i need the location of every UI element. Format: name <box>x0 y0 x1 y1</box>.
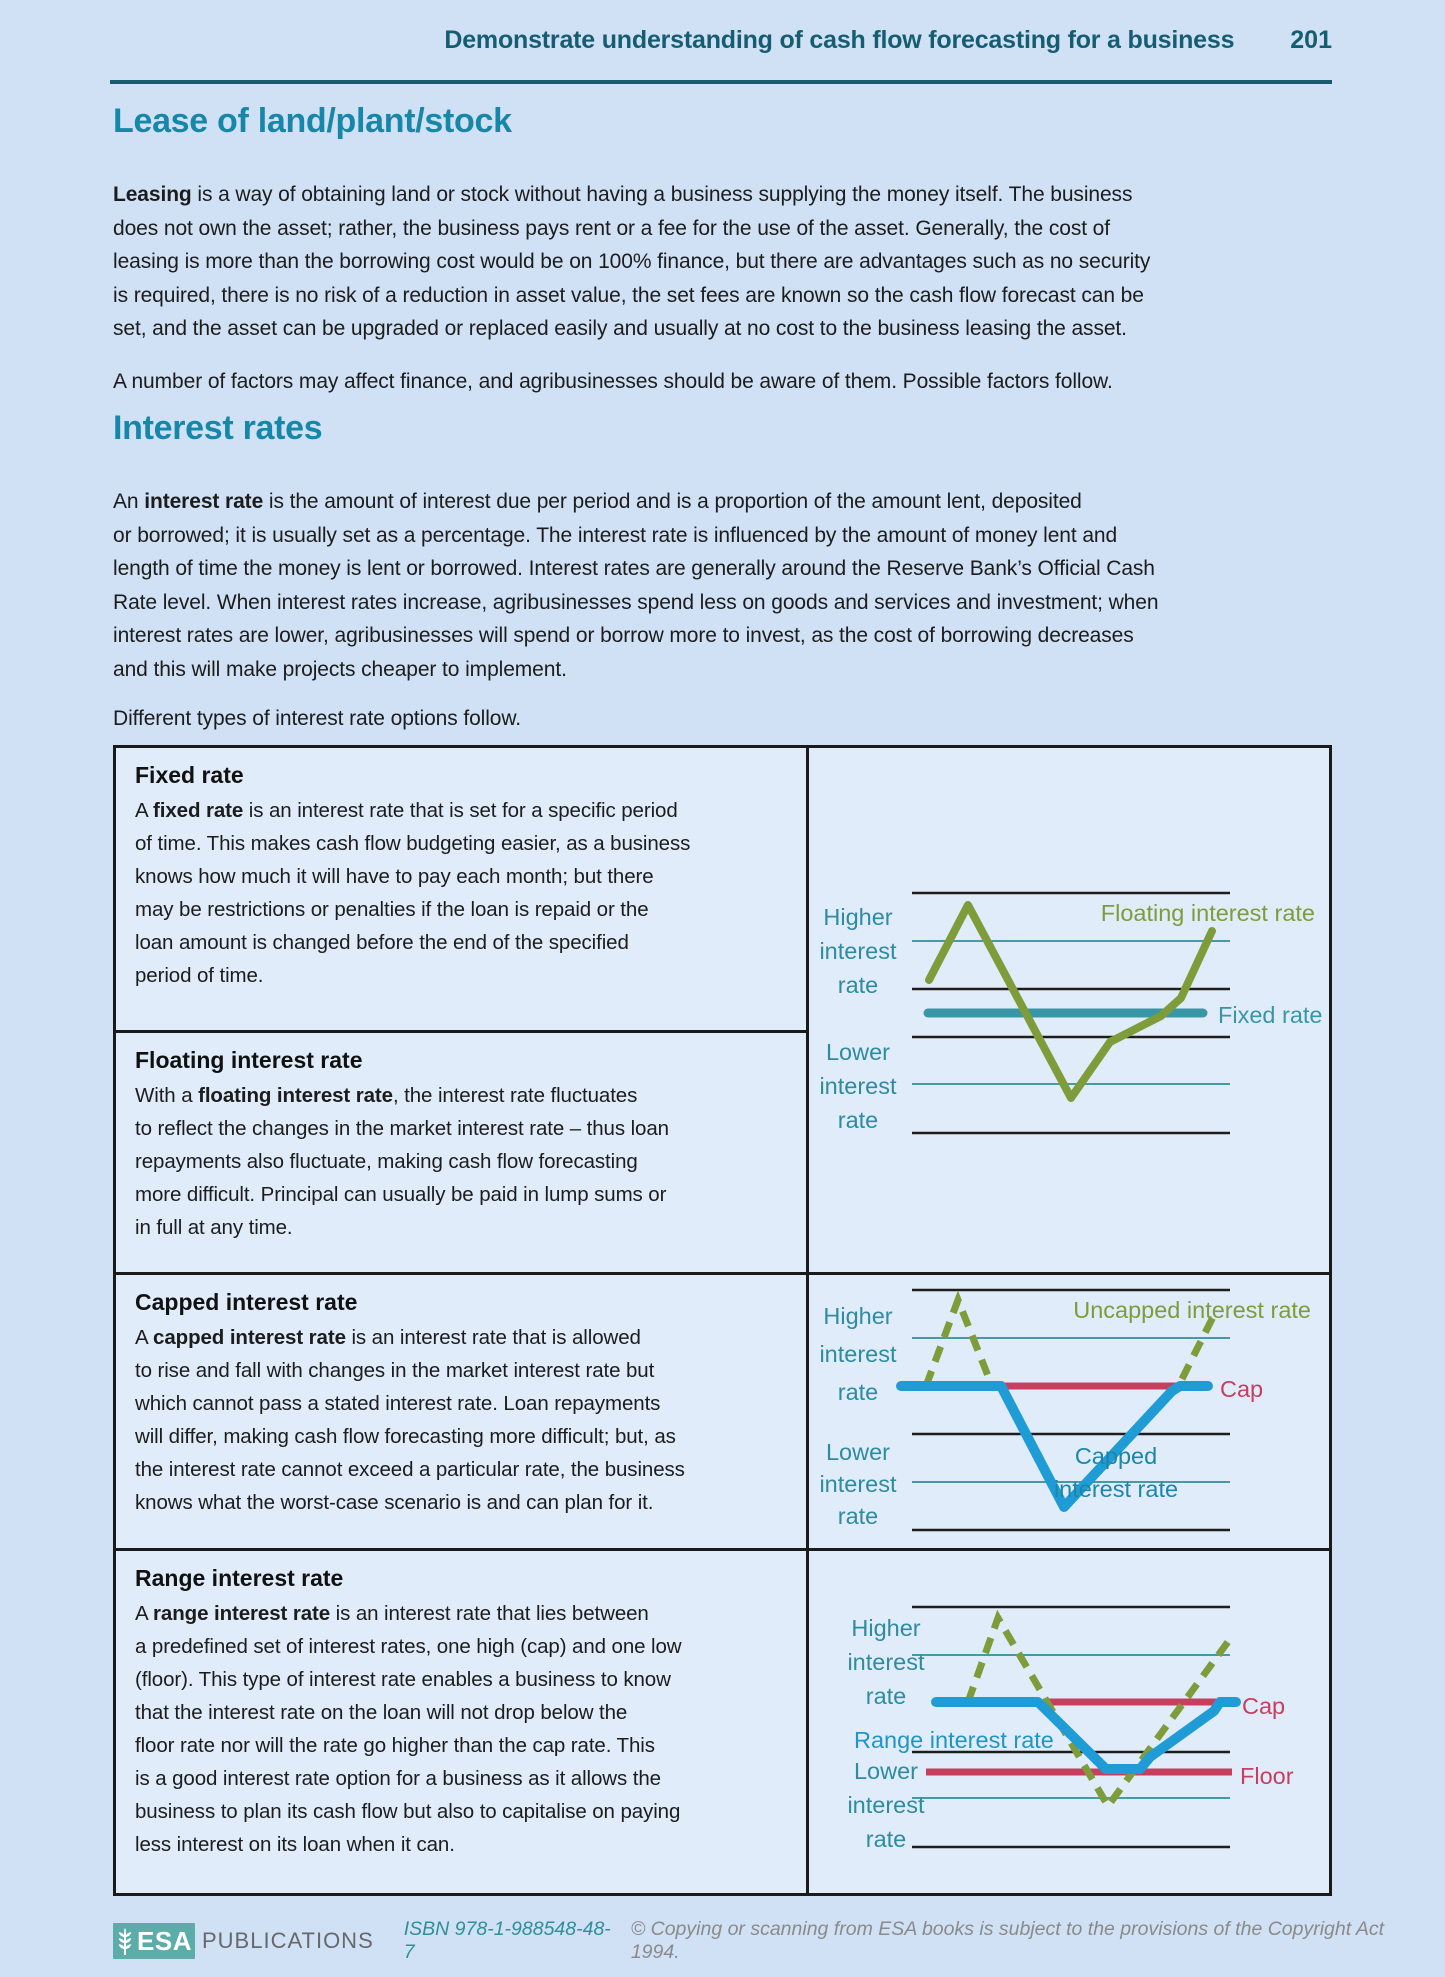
table-cell-capped-rate <box>116 1275 806 1548</box>
higher-interest-rate-label: Higher interest rate <box>847 1615 925 1709</box>
range-interest-rate-label: Range interest rate <box>854 1727 1054 1753</box>
uncapped-interest-rate-label: Uncapped interest rate <box>1073 1297 1311 1323</box>
isbn-text: ISBN 978-1-988548-48-7 <box>403 1918 611 1963</box>
capped-interest-rate-label: Capped interest rate <box>1053 1443 1179 1502</box>
cell-body-fixed-rate: A fixed rate is an interest rate that is set for a specific period of time. This makes cash flow budgeting easier, as a business knows how much it will have to pay each month; but there may be restrictions or penalties if the loan is repaid or the loan amount is changed before the end of the specified period of time. <box>135 799 691 987</box>
cell-body-capped-rate: A capped interest rate is an interest rate that is allowed to rise and fall with changes in the market interest rate but which cannot pass a stated interest rate. Loan repayments will differ, making cash flow forecasting more difficult; but, as the interest rate cannot exceed a particular rate, the business knows what the worst-case scenario is and can plan for it. <box>135 1326 685 1514</box>
range-chart <box>806 1551 1332 1893</box>
cell-title-range-rate: Range interest rate <box>135 1565 344 1591</box>
page-header-title: Demonstrate understanding of cash flow forecasting for a business <box>444 26 1235 54</box>
page-number: 201 <box>1290 26 1332 54</box>
cell-title-capped-rate: Capped interest rate <box>135 1289 358 1315</box>
esa-logo-text: ESA <box>137 1925 192 1956</box>
floating-rate-line <box>929 905 1212 1098</box>
table-cell-floating-rate <box>116 1033 806 1272</box>
lower-interest-rate-label: Lower interest rate <box>847 1758 925 1852</box>
paragraph-interest-rate: An interest rate is the amount of interest due per period and is a proportion of the amount lent, deposited or borrowed; it is usually set as a percentage. The interest rate is influenced by the amount of money lent and length of time the money is lent or borrowed. Interest rates are generally around the Reserve Bank’s Official Cash Rate level. When interest rates increase, agribusinesses spend less on goods and services and investment; when interest rates are lower, agribusinesses will spend or borrow more to invest, as the cost of borrowing decreases and this will make projects cheaper to implement. <box>113 490 1159 681</box>
paragraph-leasing: Leasing is a way of obtaining land or stock without having a business supplying the money itself. The business does not own the asset; rather, the business pays rent or a fee for the use of the asset. Generally, the cost of leasing is more than the borrowing cost would be on 100% finance, but there are advantages such as no security is required, there is no risk of a reduction in asset value, the set fees are known so the cash flow forecast can be set, and the asset can be upgraded or replaced easily and usually at no cost to the business leasing the asset. <box>113 183 1151 340</box>
capped-chart <box>806 1275 1332 1548</box>
table-cell-range-rate <box>116 1551 806 1893</box>
higher-interest-rate-label: Higher interest rate <box>819 904 897 998</box>
floor-label: Floor <box>1240 1763 1294 1789</box>
copyright-notice: © Copying or scanning from ESA books is subject to the provisions of the Copyright Act 1994. <box>630 1918 1385 1963</box>
floating-interest-rate-label: Floating interest rate <box>1100 900 1315 926</box>
cell-body-floating-rate: With a floating interest rate, the interest rate fluctuates to reflect the changes in the market interest rate – thus loan repayments also fluctuate, making cash flow forecasting more difficult. Principal can usually be paid in lump sums or in full at any time. <box>135 1084 669 1239</box>
header-rule <box>110 80 1332 84</box>
cell-body-range-rate: A range interest rate is an interest rate that lies between a predefined set of interest rates, one high (cap) and one low (floor). This type of interest rate enables a business to know that the interest rate on the loan will not drop below the floor rate nor will the rate go higher than the cap rate. This is a good interest rate option for a business as it allows the business to plan its cash flow but also to capitalise on paying less interest on its loan when it can. <box>135 1602 682 1856</box>
cell-title-floating-rate: Floating interest rate <box>135 1047 363 1073</box>
cap-label: Cap <box>1242 1693 1286 1719</box>
esa-logo <box>113 1923 195 1959</box>
page-footer <box>113 1918 1413 1964</box>
publisher-name: PUBLICATIONS <box>202 1928 374 1953</box>
paragraph-factors: A number of factors may affect finance, and agribusinesses should be aware of them. Possible factors follow. <box>113 370 1113 393</box>
higher-interest-rate-label: Higher interest rate <box>819 1303 897 1405</box>
table-cell-fixed-rate <box>116 748 806 1030</box>
lower-interest-rate-label: Lower interest rate <box>819 1039 897 1133</box>
fixed-floating-chart <box>806 748 1332 1272</box>
interest-rate-options-table <box>113 745 1332 1896</box>
heading-interest-rates: Interest rates <box>113 409 323 447</box>
cap-label: Cap <box>1220 1376 1264 1402</box>
esa-logo-wheat-icon <box>116 1928 134 1955</box>
heading-lease: Lease of land/plant/stock <box>113 102 512 140</box>
cell-title-fixed-rate: Fixed rate <box>135 762 244 788</box>
market-rate-dashed-line <box>968 1618 1230 1806</box>
lower-interest-rate-label: Lower interest rate <box>819 1439 897 1529</box>
paragraph-types-follow: Different types of interest rate options follow. <box>113 707 522 730</box>
page-header <box>113 26 1332 55</box>
fixed-rate-label: Fixed rate <box>1218 1002 1323 1028</box>
